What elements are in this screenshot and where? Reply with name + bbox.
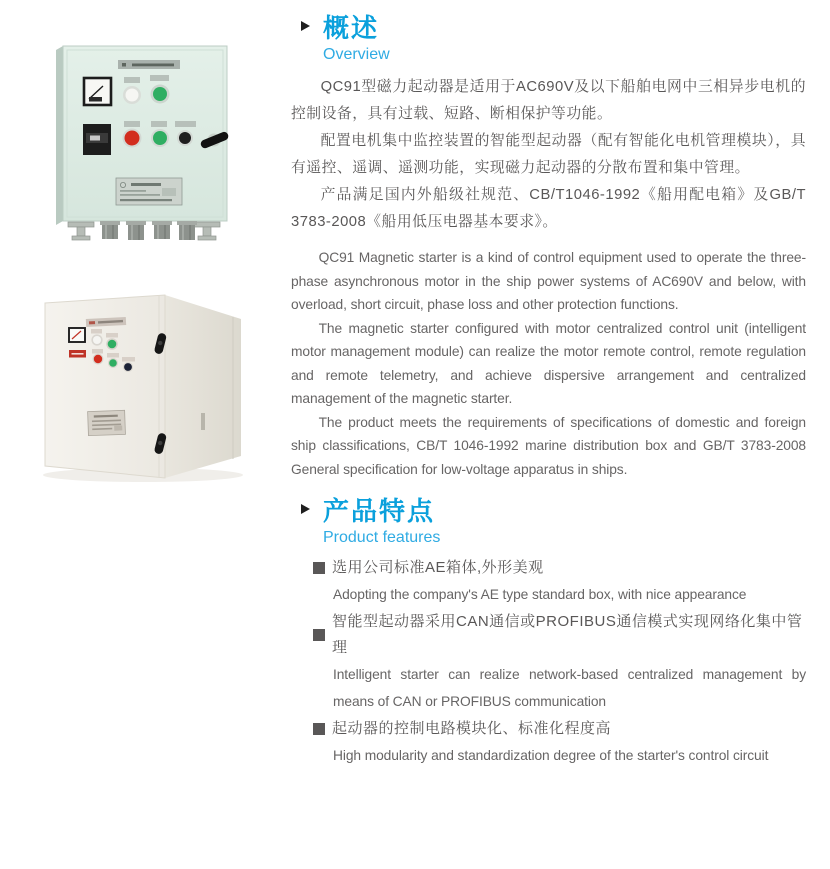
- green-indicator-button: [106, 338, 118, 350]
- cable-gland: [152, 221, 172, 239]
- cable-gland: [126, 221, 146, 240]
- paragraph-en: The product meets the requirements of specifications of domestic and foreign ship classifications, CB/T 1046-1992 marine distribution box and GB/T 3783-2008 General specification for low-voltage apparatus in ships.: [291, 414, 806, 477]
- mounting-foot: [194, 222, 220, 240]
- green-pushbutton: [151, 129, 169, 147]
- overview-english-text: [291, 246, 806, 481]
- paragraph-zh: QC91型磁力起动器是适用于AC690V及以下船舶电网中三相异步电机的控制设备，具有过载、短路、断相保护等功能。: [291, 79, 806, 122]
- green-pushbutton: [108, 358, 118, 368]
- cable-gland: [100, 221, 120, 239]
- button-label-plate: [107, 353, 119, 358]
- feature-en-line: Intelligent starter can realize network-based centralized management by means of CAN or PROFIBUS communication: [333, 667, 806, 709]
- box-left-edge: [56, 46, 63, 225]
- red-tag-plate: [69, 350, 86, 358]
- cable-gland: [177, 221, 197, 240]
- feature-item: [313, 716, 806, 770]
- button-label-plate: [122, 357, 135, 362]
- paragraph-zh: 配置电机集中监控装置的智能型起动器（配有智能化电机管理模块），具有遥控、遥调、遥测功能，实现磁力起动器的分散布置和集中管理。: [291, 133, 806, 176]
- overview-title-zh: 概述: [323, 13, 380, 43]
- button-label-plate: [124, 77, 140, 83]
- section-arrow-icon: [301, 504, 310, 514]
- section-arrow-icon: [301, 21, 310, 31]
- black-pushbutton: [177, 130, 193, 146]
- box-top-label: [118, 60, 180, 69]
- overview-section-header: [291, 12, 806, 65]
- hinge: [201, 413, 205, 430]
- overview-title-en: Overview: [323, 46, 390, 63]
- button-label-plate: [91, 329, 102, 334]
- button-label-plate: [92, 349, 103, 354]
- button-label-plate: [175, 121, 196, 127]
- button-label-plate: [150, 75, 169, 81]
- mounting-foot: [68, 222, 94, 240]
- paragraph-en: The magnetic starter configured with motor centralized control unit (intelligent motor management module) can realize the motor remote control, remote regulation and remote telemetry, and achieve dispersive arrangement and centralized management of the magnetic starter.: [291, 320, 806, 406]
- red-pushbutton: [93, 354, 104, 365]
- feature-zh-line: [313, 716, 806, 743]
- button-label-plate: [124, 121, 140, 127]
- button-label-plate: [151, 121, 167, 127]
- dark-blue-pushbutton: [123, 362, 133, 372]
- paragraph-zh: 产品满足国内外船级社规范、CB/T1046-1992《船用配电箱》及GB/T 3783-2008《船用低压电器基本要求》。: [291, 187, 806, 230]
- white-indicator-button: [91, 334, 102, 345]
- green-indicator-button: [151, 85, 170, 104]
- nameplate: [88, 410, 126, 435]
- ammeter: [84, 78, 111, 105]
- feature-zh-text: 智能型起动器采用CAN通信或PROFIBUS通信模式实现网络化集中管理: [332, 612, 803, 657]
- product-photo-front-box: [28, 36, 250, 250]
- button-label-plate: [106, 333, 118, 338]
- feature-bullet-icon: [313, 562, 325, 574]
- meter: [69, 328, 85, 342]
- feature-item: [313, 609, 806, 716]
- feature-item: [313, 555, 806, 609]
- red-pushbutton: [123, 129, 142, 148]
- feature-list: [291, 555, 806, 769]
- circuit-breaker: [83, 124, 111, 155]
- overview-chinese-text: [291, 74, 806, 236]
- white-indicator-button: [123, 86, 141, 104]
- content-column: [291, 10, 806, 769]
- product-photo-side-box: [18, 272, 260, 488]
- feature-en-line: High modularity and standardization degree of the starter's control circuit: [333, 747, 769, 763]
- feature-zh-line: [313, 609, 806, 663]
- feature-zh-line: [313, 555, 806, 582]
- box-side-face: [165, 295, 241, 478]
- features-title-en: Product features: [323, 529, 441, 546]
- feature-bullet-icon: [313, 723, 325, 735]
- feature-bullet-icon: [313, 629, 325, 641]
- features-title-zh: 产品特点: [323, 496, 436, 526]
- features-section-header: [291, 495, 806, 548]
- paragraph-en: QC91 Magnetic starter is a kind of control equipment used to operate the three-phase asynchronous motor in the ship power systems of AC690V and below, with overload, short circuit, phase loss and other protection functions.: [291, 250, 806, 312]
- nameplate: [116, 178, 182, 205]
- feature-zh-text: 起动器的控制电路模块化、标准化程度高: [332, 719, 612, 737]
- feature-zh-text: 选用公司标准AE箱体,外形美观: [332, 559, 544, 576]
- feature-en-line: Adopting the company's AE type standard box, with nice appearance: [333, 586, 747, 602]
